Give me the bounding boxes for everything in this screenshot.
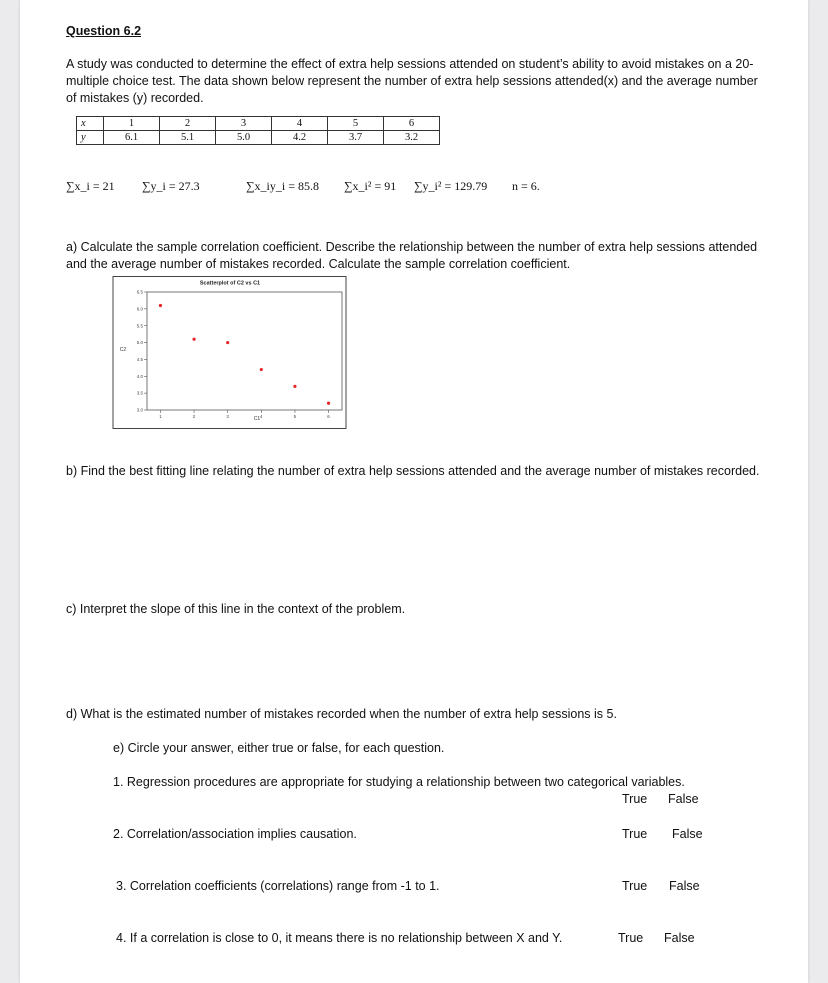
statement-3: 3. Correlation coefficients (correlations) range from -1 to 1.	[116, 879, 440, 893]
x-label: x	[77, 117, 104, 131]
y-cell: 6.1	[104, 131, 160, 145]
sum-xy: ∑x_iy_i = 85.8	[246, 179, 319, 193]
data-point	[293, 385, 296, 388]
part-c-text: c) Interpret the slope of this line in the context of the problem.	[66, 602, 406, 616]
sum-x: ∑x_i = 21	[66, 179, 115, 193]
false-option-2[interactable]: False	[672, 827, 703, 841]
part-d-text: d) What is the estimated number of mistakes recorded when the number of extra help sessions is 5.	[66, 707, 617, 721]
x-tick-label: 2	[192, 414, 196, 419]
data-point	[327, 402, 330, 405]
x-tick-label: 5	[293, 414, 297, 419]
data-point	[192, 338, 195, 341]
true-option-2[interactable]: True	[622, 827, 648, 841]
true-option-1[interactable]: True	[622, 792, 648, 806]
x-tick-label: 1	[159, 414, 162, 419]
x-cell: 6	[384, 117, 440, 131]
statement-4: 4. If a correlation is close to 0, it means there is no relationship between X and Y.	[116, 931, 563, 945]
false-option-3[interactable]: False	[669, 879, 700, 893]
question-title: Question 6.2	[66, 24, 142, 38]
data-point	[159, 304, 162, 307]
summary-statistics	[66, 179, 540, 194]
y-tick-label: 4.0	[136, 373, 143, 379]
table-row	[77, 117, 440, 131]
x-axis-label: C1	[253, 416, 261, 422]
chart-title: Scatterplot of C2 vs C1	[199, 280, 261, 287]
true-option-4[interactable]: True	[618, 931, 644, 945]
y-tick-label: 5.0	[136, 340, 143, 346]
table-row	[77, 131, 440, 145]
false-option-4[interactable]: False	[664, 931, 695, 945]
x-cell: 5	[328, 117, 384, 131]
x-tick-label: 6	[327, 414, 330, 419]
false-option-1[interactable]: False	[668, 792, 699, 806]
part-e-text: e) Circle your answer, either true or false, for each question.	[113, 741, 445, 755]
part-a-text: a) Calculate the sample correlation coefficient. Describe the relationship between the number of extra help sessions attended and the average number of mistakes recorded. Calculate the sample correlation coefficient.	[66, 240, 758, 271]
sum-y: ∑y_i = 27.3	[142, 179, 200, 193]
true-option-3[interactable]: True	[622, 879, 648, 893]
data-point	[260, 368, 263, 371]
statement-2: 2. Correlation/association implies causation.	[113, 827, 357, 841]
x-cell: 1	[104, 117, 160, 131]
x-cell: 2	[160, 117, 216, 131]
data-table	[76, 116, 440, 145]
part-b-text: b) Find the best fitting line relating the number of extra help sessions attended and the average number of mistakes recorded.	[66, 464, 760, 478]
y-tick-label: 4.5	[136, 357, 143, 363]
y-tick-label: 6.0	[136, 306, 143, 312]
y-cell: 5.0	[216, 131, 272, 145]
document-page	[20, 0, 808, 983]
y-tick-label: 3.5	[136, 390, 143, 396]
data-point	[226, 341, 229, 344]
scatterplot	[112, 276, 348, 430]
y-cell: 3.7	[328, 131, 384, 145]
y-cell: 4.2	[272, 131, 328, 145]
intro-paragraph: A study was conducted to determine the effect of extra help sessions attended on student’s ability to avoid mistakes on a 20- multiple choice test. The data shown below represent the number of extra help sessions attended(x) and the average number of mistakes (y) recorded.	[66, 57, 758, 105]
y-tick-label: 5.5	[136, 323, 143, 329]
x-cell: 3	[216, 117, 272, 131]
y-tick-label: 3.0	[136, 407, 143, 413]
y-axis-label: C2	[119, 347, 127, 353]
y-label: y	[77, 131, 104, 145]
statement-1: 1. Regression procedures are appropriate for studying a relationship between two categorical variables.	[113, 775, 685, 789]
sample-size: n = 6.	[512, 179, 540, 193]
plot-area	[147, 292, 342, 410]
x-tick-label: 4	[260, 414, 263, 419]
sum-y-squared: ∑y_i² = 129.79	[414, 179, 488, 193]
sum-x-squared: ∑x_i² = 91	[344, 179, 397, 193]
x-cell: 4	[272, 117, 328, 131]
y-tick-label: 6.5	[136, 289, 143, 295]
x-tick-label: 3	[226, 414, 229, 419]
y-cell: 5.1	[160, 131, 216, 145]
y-cell: 3.2	[384, 131, 440, 145]
